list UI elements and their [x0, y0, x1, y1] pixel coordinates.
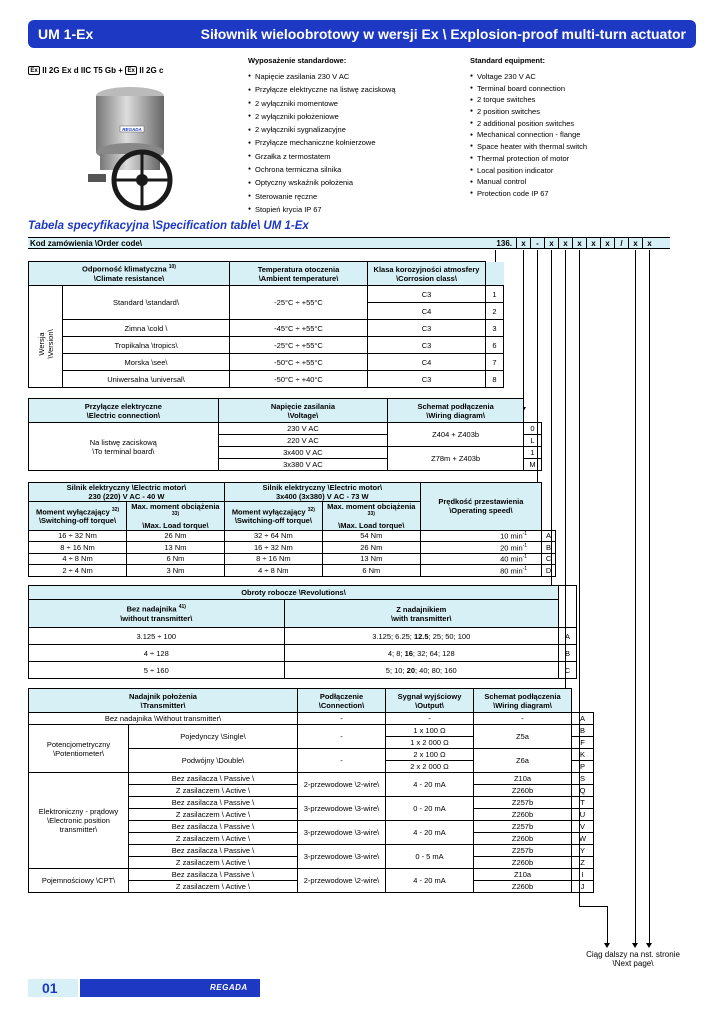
- climate-name: Morska \see\: [63, 354, 230, 371]
- climate-temp: -45°C ÷ +55°C: [230, 320, 368, 337]
- climate-code: 1: [486, 286, 504, 303]
- speed-cell: [420, 542, 541, 554]
- version-label-en: \Version\: [46, 329, 55, 359]
- trans-code: K: [572, 749, 594, 761]
- motor-cell: 8 ÷ 16 Nm: [224, 553, 322, 565]
- selector-arrow: [523, 250, 524, 408]
- footnote-ref: 33): [171, 511, 180, 517]
- with-transmitter-header: [284, 600, 558, 628]
- motor-1-spec: 230 (220) V AC - 40 W: [88, 492, 165, 501]
- order-code-cell: /: [614, 238, 628, 249]
- switching-torque-header: [29, 502, 127, 531]
- double-label: Podwójny \Double\: [129, 749, 298, 773]
- revs-cell: 4 ÷ 128: [29, 645, 285, 662]
- switching-torque-en: \Switching-off torque\: [234, 516, 312, 525]
- version-label-pl: Wersja: [37, 332, 46, 356]
- speed-cell: [420, 565, 541, 577]
- switching-torque-header: [224, 502, 322, 531]
- climate-code: 7: [486, 354, 504, 371]
- motor-cell: 13 Nm: [127, 542, 225, 554]
- climate-code: 3: [486, 320, 504, 337]
- equipment-item: ● Przyłącze mechaniczne kołnierzowe: [248, 136, 448, 149]
- wiring-cell: Z257b: [474, 797, 572, 809]
- ex-icon: Ex: [125, 66, 137, 75]
- order-code-cell: x: [544, 238, 558, 249]
- ambient-temp-header-pl: Temperatura otoczenia: [257, 264, 340, 274]
- connection-cell: 3-przewodowe \3-wire\: [298, 797, 386, 821]
- order-code-cell: -: [530, 238, 544, 249]
- electronic-en-2: transmitter\: [59, 825, 98, 834]
- motor-cell: 26 Nm: [127, 530, 225, 542]
- actuator-image: [80, 82, 190, 212]
- wiring-header-pl: Schemat podłączenia: [417, 401, 494, 411]
- selector-arrow: [607, 906, 608, 944]
- revs-cell: 3.125 ÷ 100: [29, 628, 285, 645]
- trans-code: Q: [572, 785, 594, 797]
- order-code-cell: x: [516, 238, 530, 249]
- electronic-en-1: \Electronic position: [47, 816, 110, 825]
- product-code: UM 1-Ex: [38, 26, 94, 42]
- trans-code: J: [572, 881, 594, 893]
- selector-arrow: [635, 250, 636, 944]
- electric-code: 0: [523, 423, 541, 435]
- revs-text: 3.125; 6.25;: [372, 631, 414, 641]
- equipment-item: ● Protection code IP 67: [470, 187, 670, 199]
- with-transmitter-pl: Z nadajnikiem: [396, 604, 447, 614]
- climate-class: C4: [368, 354, 486, 371]
- climate-code: 6: [486, 337, 504, 354]
- standard-equipment-heading-en: Standard equipment:: [470, 56, 546, 65]
- order-code-cell: x: [586, 238, 600, 249]
- trans-code: B: [572, 725, 594, 737]
- motor-cell: 32 ÷ 64 Nm: [224, 530, 322, 542]
- ambient-temp-header-en: \Ambient temperature\: [258, 273, 339, 283]
- speed-value: 40 min: [500, 554, 523, 564]
- corrosion-header-en: \Corrosion class\: [396, 273, 457, 283]
- equipment-item: ● Sterowanie ręczne: [248, 190, 448, 203]
- revs-text: ; 25; 50; 100: [428, 631, 471, 641]
- motor-cell: 6 Nm: [127, 553, 225, 565]
- load-torque-en: \Max. Load torque\: [338, 520, 405, 530]
- connection-cell: 3-przewodowe \3-wire\: [298, 821, 386, 845]
- electric-conn-header: [29, 399, 219, 423]
- wiring-cell: Z257b: [474, 821, 572, 833]
- active-label: Z zasilaczem \ Active \: [129, 857, 298, 869]
- revs-code: B: [559, 645, 577, 662]
- equipment-item: ● Przyłącze elektryczne na listwę zaciskową: [248, 83, 448, 96]
- revs-code: A: [559, 628, 577, 645]
- empty-cell: [542, 483, 556, 531]
- order-code-cell: x: [642, 238, 656, 249]
- trans-code: A: [572, 713, 594, 725]
- motor-1-header: [29, 483, 225, 502]
- ex-mark-1: II 2G Ex d IIC T5 Gb +: [42, 66, 123, 75]
- passive-label: Bez zasilacza \ Passive \: [129, 821, 298, 833]
- equipment-item: ● Stopień krycia IP 67: [248, 203, 448, 216]
- climate-name: Tropikalna \tropics\: [63, 337, 230, 354]
- connection-header-pl: Podłączenie: [319, 691, 364, 701]
- equipment-item: ● Manual control: [470, 175, 670, 187]
- electric-table: [28, 398, 542, 471]
- spec-table-title: Tabela specyfikacyjna \Specification table\ UM 1-Ex: [28, 220, 309, 232]
- standard-equipment-pl: [248, 56, 448, 216]
- climate-class: C3: [368, 337, 486, 354]
- speed-header: [420, 483, 541, 531]
- wiring-cell: Z257b: [474, 845, 572, 857]
- voltage: 220 V AC: [218, 435, 388, 447]
- trans-code: W: [572, 833, 594, 845]
- load-torque-pl: Max. moment obciążenia: [327, 502, 416, 511]
- motor-code: C: [542, 553, 556, 565]
- speed-unit-exp: -1: [522, 554, 528, 560]
- motor-cell: 16 ÷ 32 Nm: [29, 530, 127, 542]
- connection-cell: 2-przewodowe \2-wire\: [298, 773, 386, 797]
- output-cell: 0 - 20 mA: [386, 797, 474, 821]
- trans-code: V: [572, 821, 594, 833]
- speed-value: 10 min: [500, 531, 523, 541]
- standard-equipment-en: [470, 56, 670, 199]
- revs-bold: 20: [406, 665, 415, 675]
- order-code-label: Kod zamówienia \Order code\: [30, 239, 143, 248]
- wiring-header-en: \Wiring diagram\: [426, 410, 485, 420]
- equipment-item: ● Thermal protection of motor: [470, 152, 670, 164]
- single-label: Pojedynczy \Single\: [129, 725, 298, 749]
- output-cell: 2 x 2 000 Ω: [386, 761, 474, 773]
- climate-temp: -25°C ÷ +55°C: [230, 286, 368, 320]
- output-cell: 1 x 100 Ω: [386, 725, 474, 737]
- output-header-pl: Sygnał wyjściowy: [397, 691, 462, 701]
- cpt-label: Pojemnościowy \CPT\: [29, 869, 129, 893]
- climate-temp: -25°C ÷ +55°C: [230, 337, 368, 354]
- climate-temp: -50°C ÷ +40°C: [230, 371, 368, 388]
- climate-class: C3: [368, 320, 486, 337]
- motor-cell: 6 Nm: [322, 565, 420, 577]
- voltage-header: [218, 399, 388, 423]
- revs-text: ; 40; 80; 160: [415, 665, 457, 675]
- equipment-item: ● Space heater with thermal switch: [470, 140, 670, 152]
- standard-equipment-heading-pl: Wyposażenie standardowe:: [248, 56, 347, 65]
- footnote-ref: 33): [367, 511, 375, 517]
- wiring-cell: Z5a: [474, 725, 572, 749]
- equipment-item: ● Optyczny wskaźnik położenia: [248, 176, 448, 189]
- transmitter-table: [28, 688, 594, 893]
- passive-label: Bez zasilacza \ Passive \: [129, 845, 298, 857]
- motor-cell: 16 ÷ 32 Nm: [224, 542, 322, 554]
- without-transmitter-header: [29, 600, 285, 628]
- motor-cell: 13 Nm: [322, 553, 420, 565]
- electronic-label: [29, 773, 129, 869]
- connection-header-en: \Connection\: [318, 700, 365, 710]
- climate-class: C3: [368, 286, 486, 303]
- load-torque-header: [127, 502, 225, 531]
- wiring-header-pl: Schemat podłączenia: [484, 691, 561, 701]
- speed-unit-exp: -1: [522, 542, 528, 549]
- order-code-cell: x: [558, 238, 572, 249]
- revs-bold: 16: [404, 648, 413, 658]
- revs-cell: [284, 645, 558, 662]
- climate-name: Uniwersalna \universal\: [63, 371, 230, 388]
- ambient-temp-header: [230, 262, 368, 286]
- continued-note-en: \Next page\: [612, 959, 654, 968]
- motor-cell: 8 ÷ 16 Nm: [29, 542, 127, 554]
- ex-icon: Ex: [28, 66, 40, 75]
- footer-bar: [80, 979, 260, 997]
- motor-table: [28, 482, 556, 577]
- trans-code: S: [572, 773, 594, 785]
- trans-code: Y: [572, 845, 594, 857]
- electric-conn-en: \To terminal board\: [92, 446, 155, 456]
- motor-2-title: Silnik elektryczny \Electric motor\: [262, 483, 383, 492]
- wiring-cell: Z260b: [474, 785, 572, 797]
- revs-text: 5; 10;: [385, 665, 407, 675]
- no-transmitter: Bez nadajnika \Without transmitter\: [29, 713, 298, 725]
- wiring-header-en: \Wiring diagram\: [493, 700, 552, 710]
- voltage: 3x380 V AC: [218, 459, 388, 471]
- equipment-item: ● 2 torque switches: [470, 93, 670, 105]
- motor-cell: 54 Nm: [322, 530, 420, 542]
- ex-mark-2: II 2G c: [139, 66, 164, 75]
- speed-unit-exp: -1: [522, 565, 528, 572]
- equipment-item: ● Voltage 230 V AC: [470, 70, 670, 82]
- order-code-cell: x: [600, 238, 614, 249]
- revolutions-table: [28, 585, 577, 679]
- climate-name: Standard \standard\: [63, 286, 230, 320]
- load-torque-header: [322, 502, 420, 531]
- connection-cell: 3-przewodowe \3-wire\: [298, 845, 386, 869]
- passive-label: Bez zasilacza \ Passive \: [129, 797, 298, 809]
- wiring-cell: Z260b: [474, 857, 572, 869]
- trans-code: I: [572, 869, 594, 881]
- output-cell: 1 x 2 000 Ω: [386, 737, 474, 749]
- order-code-bar: [28, 237, 670, 249]
- climate-header: [29, 262, 230, 286]
- output-cell: 2 x 100 Ω: [386, 749, 474, 761]
- revs-text: 4; 8;: [387, 648, 405, 658]
- climate-code: 8: [486, 371, 504, 388]
- active-label: Z zasilaczem \ Active \: [129, 809, 298, 821]
- voltage-header-pl: Napięcie zasilania: [270, 401, 336, 411]
- wiring-cell: Z10a: [474, 773, 572, 785]
- motor-cell: 4 ÷ 8 Nm: [224, 565, 322, 577]
- dash-cell: -: [298, 749, 386, 773]
- speed-cell: [420, 553, 541, 565]
- empty-cell: [572, 689, 594, 713]
- transmitter-header: [29, 689, 298, 713]
- equipment-item: ● 2 additional position switches: [470, 117, 670, 129]
- voltage: 3x400 V AC: [218, 447, 388, 459]
- motor-cell: 4 ÷ 8 Nm: [29, 553, 127, 565]
- actuator-logo: REGADA: [122, 127, 142, 132]
- climate-name: Zimna \cold \: [63, 320, 230, 337]
- output-cell: 0 - 5 mA: [386, 845, 474, 869]
- output-header: [386, 689, 474, 713]
- climate-header-pl: Odporność klimatyczna: [82, 264, 167, 274]
- connection-header: [298, 689, 386, 713]
- order-code-cell: x: [628, 238, 642, 249]
- trans-code: U: [572, 809, 594, 821]
- transmitter-header-pl: Nadajnik położenia: [129, 691, 197, 701]
- equipment-item: ● Terminal board connection: [470, 82, 670, 94]
- revs-cell: [284, 662, 558, 679]
- footnote-ref: 41): [178, 604, 186, 611]
- speed-header-en: \Operating speed\: [449, 506, 513, 516]
- empty-cell: [559, 586, 577, 628]
- equipment-item: ● Grzałka z termostatem: [248, 150, 448, 163]
- motor-code: D: [542, 565, 556, 577]
- corrosion-header: [368, 262, 486, 286]
- wiring-cell: Z6a: [474, 749, 572, 773]
- output-cell: 4 - 20 mA: [386, 869, 474, 893]
- potentiometer-pl: Potencjometryczny: [46, 739, 111, 749]
- speed-value: 80 min: [500, 566, 523, 575]
- switching-torque-pl: Moment wyłączający: [231, 507, 306, 516]
- wiring-cell: Z260b: [474, 809, 572, 821]
- page-title: Siłownik wieloobrotowy w wersji Ex \ Explosion-proof multi-turn actuator: [200, 26, 686, 42]
- trans-code: Z: [572, 857, 594, 869]
- wiring-cell: Z10a: [474, 869, 572, 881]
- wiring-cell: Z260b: [474, 833, 572, 845]
- equipment-item: ● Mechanical connection - flange: [470, 128, 670, 140]
- equipment-item: ● 2 position switches: [470, 105, 670, 117]
- standard-equipment-list-en: [470, 70, 670, 199]
- footnote-ref: 32): [307, 506, 315, 513]
- motor-code: B: [542, 542, 556, 554]
- regada-logo: REGADA: [210, 983, 248, 992]
- motor-cell: 2 ÷ 4 Nm: [29, 565, 127, 577]
- output-header-en: \Output\: [415, 700, 444, 710]
- equipment-item: ● Local position indicator: [470, 164, 670, 176]
- electric-conn: [29, 423, 219, 471]
- wiring-header: [388, 399, 524, 423]
- switching-torque-en: \Switching-off torque\: [38, 516, 117, 525]
- revs-code: C: [559, 662, 577, 679]
- active-label: Z zasilaczem \ Active \: [129, 881, 298, 893]
- dash-cell: -: [298, 713, 386, 725]
- wiring: Z404 + Z403b: [388, 423, 524, 447]
- electric-conn-header-pl: Przyłącze elektryczne: [84, 401, 162, 411]
- active-label: Z zasilaczem \ Active \: [129, 785, 298, 797]
- page-footer: [28, 979, 696, 997]
- climate-temp: -50°C ÷ +55°C: [230, 354, 368, 371]
- active-label: Z zasilaczem \ Active \: [129, 833, 298, 845]
- continued-note: [578, 950, 688, 968]
- voltage: 230 V AC: [218, 423, 388, 435]
- revs-text: ; 32; 64; 128: [412, 648, 455, 658]
- equipment-item: ● 2 wyłączniki położeniowe: [248, 110, 448, 123]
- wiring-header: [474, 689, 572, 713]
- motor-2-header: [224, 483, 420, 502]
- equipment-item: ● 2 wyłączniki momentowe: [248, 97, 448, 110]
- without-transmitter-pl: Bez nadajnika: [126, 604, 177, 614]
- wiring: Z78m + Z403b: [388, 447, 524, 471]
- without-transmitter-en: \without transmitter\: [120, 613, 193, 623]
- revs-cell: [284, 628, 558, 645]
- selector-arrow: [649, 250, 650, 944]
- with-transmitter-en: \with transmitter\: [391, 613, 452, 623]
- output-cell: 4 - 20 mA: [386, 773, 474, 797]
- equipment-item: ● Ochrona termiczna silnika: [248, 163, 448, 176]
- electronic-pl: Elektroniczny - prądowy: [38, 807, 119, 816]
- electric-code: M: [523, 459, 541, 471]
- motor-code: A: [542, 530, 556, 542]
- footnote-ref: 10): [168, 264, 176, 271]
- speed-cell: [420, 530, 541, 542]
- empty-cell: [486, 262, 504, 286]
- selector-line: [579, 906, 607, 907]
- transmitter-header-en: \Transmitter\: [140, 700, 186, 710]
- electric-code: 1: [523, 447, 541, 459]
- climate-table: [28, 261, 504, 388]
- motor-cell: 3 Nm: [127, 565, 225, 577]
- standard-equipment-list-pl: [248, 70, 448, 216]
- electric-code: L: [523, 435, 541, 447]
- speed-header-pl: Prędkość przestawienia: [438, 497, 524, 507]
- revolutions-title: Obroty robocze \Revolutions\: [29, 586, 559, 600]
- climate-class: C3: [368, 371, 486, 388]
- equipment-item: ● Napięcie zasilania 230 V AC: [248, 70, 448, 83]
- speed-unit-exp: -1: [522, 531, 528, 537]
- revs-cell: 5 ÷ 160: [29, 662, 285, 679]
- switching-torque-pl: Moment wyłączający: [35, 507, 110, 516]
- order-code-cell: x: [572, 238, 586, 249]
- climate-header-en: \Climate resistance\: [93, 273, 165, 283]
- version-side-label: [29, 286, 63, 388]
- passive-label: Bez zasilacza \ Passive \: [129, 869, 298, 881]
- order-code-prefix: 136.: [496, 239, 512, 248]
- page-header: [28, 20, 696, 48]
- dash-cell: -: [298, 725, 386, 749]
- page-number: 01: [28, 979, 78, 997]
- electric-conn-header-en: \Electric connection\: [86, 410, 160, 420]
- climate-code: 2: [486, 303, 504, 320]
- footnote-ref: 32): [111, 506, 120, 513]
- potentiometer-label: [29, 725, 129, 773]
- corrosion-header-pl: Klasa korozyjności atmosfery: [373, 264, 480, 274]
- motor-cell: 26 Nm: [322, 542, 420, 554]
- ex-marking: [28, 66, 163, 75]
- dash-cell: -: [386, 713, 474, 725]
- voltage-header-en: \Voltage\: [287, 410, 319, 420]
- load-torque-pl: Max. moment obciążenia: [131, 502, 220, 511]
- dash-cell: -: [474, 713, 572, 725]
- wiring-cell: Z260b: [474, 881, 572, 893]
- electric-conn-pl: Na listwę zaciskową: [89, 437, 157, 447]
- trans-code: F: [572, 737, 594, 749]
- empty-cell: [523, 399, 541, 423]
- climate-class: C4: [368, 303, 486, 320]
- output-cell: 4 - 20 mA: [386, 821, 474, 845]
- equipment-item: ● 2 wyłączniki sygnalizacyjne: [248, 123, 448, 136]
- trans-code: T: [572, 797, 594, 809]
- potentiometer-en: \Potentiometer\: [53, 748, 104, 758]
- revs-bold: 12.5: [413, 631, 429, 641]
- speed-value: 20 min: [500, 543, 523, 552]
- motor-1-title: Silnik elektryczny \Electric motor\: [66, 483, 187, 492]
- connection-cell: 2-przewodowe \2-wire\: [298, 869, 386, 893]
- load-torque-en: \Max. Load torque\: [142, 520, 209, 530]
- passive-label: Bez zasilacza \ Passive \: [129, 773, 298, 785]
- trans-code: P: [572, 761, 594, 773]
- motor-2-spec: 3x400 (3x380) V AC - 73 W: [275, 492, 369, 501]
- continued-note-pl: Ciąg dalszy na nst. stronie: [586, 950, 680, 959]
